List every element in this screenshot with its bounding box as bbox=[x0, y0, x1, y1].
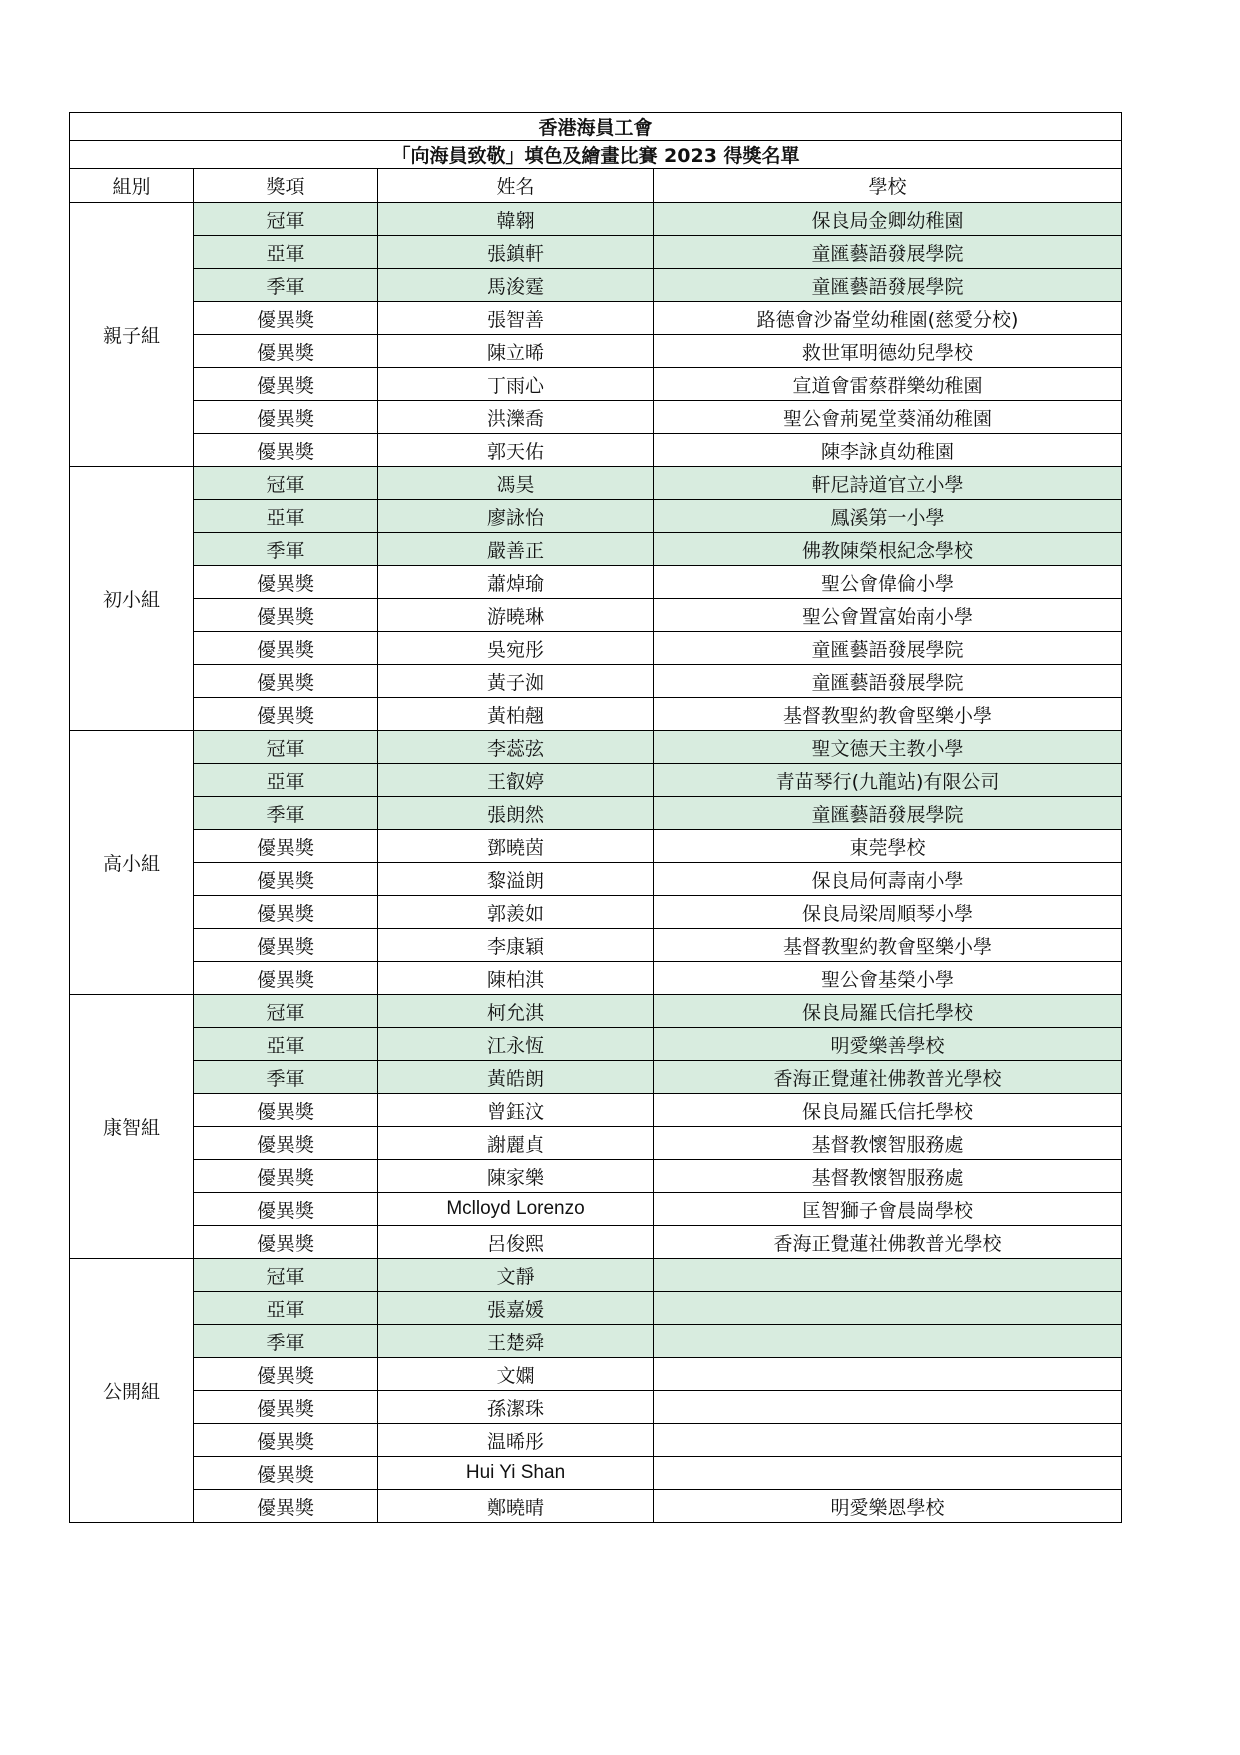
award-cell: 優異獎 bbox=[194, 1160, 378, 1193]
school-cell: 基督教懷智服務處 bbox=[654, 1127, 1122, 1160]
table-row bbox=[70, 500, 1122, 533]
award-cell: 季軍 bbox=[194, 1325, 378, 1358]
table-row bbox=[70, 1094, 1122, 1127]
name-cell: 郭羨如 bbox=[378, 896, 654, 929]
award-cell: 優異獎 bbox=[194, 665, 378, 698]
name-cell: 文嫻 bbox=[378, 1358, 654, 1391]
school-cell: 聖公會荊冕堂葵涌幼稚園 bbox=[654, 401, 1122, 434]
table-row bbox=[70, 467, 1122, 500]
table-row bbox=[70, 896, 1122, 929]
award-cell: 冠軍 bbox=[194, 995, 378, 1028]
award-cell: 優異獎 bbox=[194, 698, 378, 731]
table-row bbox=[70, 269, 1122, 302]
award-cell: 優異獎 bbox=[194, 566, 378, 599]
table-row bbox=[70, 236, 1122, 269]
school-cell: 保良局何壽南小學 bbox=[654, 863, 1122, 896]
school-cell bbox=[654, 1391, 1122, 1424]
award-cell: 優異獎 bbox=[194, 830, 378, 863]
group-name: 初小組 bbox=[70, 467, 194, 731]
name-cell: 王叡婷 bbox=[378, 764, 654, 797]
school-cell: 童匯藝語發展學院 bbox=[654, 269, 1122, 302]
school-cell: 保良局羅氏信托學校 bbox=[654, 995, 1122, 1028]
award-list-table bbox=[69, 112, 1122, 1523]
school-cell: 佛教陳榮根紀念學校 bbox=[654, 533, 1122, 566]
name-cell: 曾鈺汶 bbox=[378, 1094, 654, 1127]
school-cell: 陳李詠貞幼稚園 bbox=[654, 434, 1122, 467]
table-row bbox=[70, 1391, 1122, 1424]
name-cell: 李蕊弦 bbox=[378, 731, 654, 764]
school-cell: 聖公會置富始南小學 bbox=[654, 599, 1122, 632]
name-cell: 呂俊熙 bbox=[378, 1226, 654, 1259]
table-row bbox=[70, 1457, 1122, 1490]
award-cell: 優異獎 bbox=[194, 1094, 378, 1127]
table-row bbox=[70, 203, 1122, 236]
header-award: 獎項 bbox=[194, 169, 378, 203]
award-cell: 優異獎 bbox=[194, 1457, 378, 1490]
school-cell: 香海正覺蓮社佛教普光學校 bbox=[654, 1061, 1122, 1094]
table-row bbox=[70, 1193, 1122, 1226]
school-cell: 宣道會雷蔡群樂幼稚園 bbox=[654, 368, 1122, 401]
name-cell: 柯允淇 bbox=[378, 995, 654, 1028]
award-cell: 優異獎 bbox=[194, 1127, 378, 1160]
school-cell: 鳳溪第一小學 bbox=[654, 500, 1122, 533]
name-cell: 吳宛彤 bbox=[378, 632, 654, 665]
group-name: 康智組 bbox=[70, 995, 194, 1259]
table-row bbox=[70, 632, 1122, 665]
school-cell bbox=[654, 1325, 1122, 1358]
school-cell bbox=[654, 1259, 1122, 1292]
name-cell: 馬浚霆 bbox=[378, 269, 654, 302]
name-cell: 孫潔珠 bbox=[378, 1391, 654, 1424]
award-cell: 季軍 bbox=[194, 1061, 378, 1094]
award-cell: 優異獎 bbox=[194, 368, 378, 401]
table-row bbox=[70, 335, 1122, 368]
school-cell: 明愛樂善學校 bbox=[654, 1028, 1122, 1061]
school-cell: 聖文德天主教小學 bbox=[654, 731, 1122, 764]
table-row bbox=[70, 1424, 1122, 1457]
name-cell: 黃皓朗 bbox=[378, 1061, 654, 1094]
table-row bbox=[70, 797, 1122, 830]
school-cell bbox=[654, 1457, 1122, 1490]
table-row bbox=[70, 599, 1122, 632]
table-row bbox=[70, 1061, 1122, 1094]
table-row bbox=[70, 731, 1122, 764]
award-cell: 優異獎 bbox=[194, 863, 378, 896]
school-cell: 保良局梁周順琴小學 bbox=[654, 896, 1122, 929]
award-cell: 季軍 bbox=[194, 269, 378, 302]
award-cell: 優異獎 bbox=[194, 1226, 378, 1259]
school-cell: 基督教聖約教會堅樂小學 bbox=[654, 929, 1122, 962]
name-cell: 陳家樂 bbox=[378, 1160, 654, 1193]
table-row bbox=[70, 1325, 1122, 1358]
table-row bbox=[70, 302, 1122, 335]
award-cell: 季軍 bbox=[194, 533, 378, 566]
table-row bbox=[70, 566, 1122, 599]
award-cell: 優異獎 bbox=[194, 1193, 378, 1226]
award-cell: 優異獎 bbox=[194, 962, 378, 995]
name-cell: Hui Yi Shan bbox=[378, 1457, 654, 1490]
name-cell: 陳立晞 bbox=[378, 335, 654, 368]
award-cell: 亞軍 bbox=[194, 1292, 378, 1325]
table-row bbox=[70, 401, 1122, 434]
group-name: 高小組 bbox=[70, 731, 194, 995]
school-cell: 救世軍明德幼兒學校 bbox=[654, 335, 1122, 368]
award-cell: 優異獎 bbox=[194, 1424, 378, 1457]
table-row bbox=[70, 1259, 1122, 1292]
award-cell: 優異獎 bbox=[194, 434, 378, 467]
name-cell: 張嘉媛 bbox=[378, 1292, 654, 1325]
school-cell bbox=[654, 1292, 1122, 1325]
name-cell: 謝麗貞 bbox=[378, 1127, 654, 1160]
school-cell: 童匯藝語發展學院 bbox=[654, 632, 1122, 665]
name-cell: 王楚舜 bbox=[378, 1325, 654, 1358]
school-cell: 明愛樂恩學校 bbox=[654, 1490, 1122, 1523]
name-cell: 廖詠怡 bbox=[378, 500, 654, 533]
table-row bbox=[70, 1127, 1122, 1160]
award-cell: 季軍 bbox=[194, 797, 378, 830]
table-row bbox=[70, 533, 1122, 566]
table-row bbox=[70, 434, 1122, 467]
award-cell: 亞軍 bbox=[194, 764, 378, 797]
table-row bbox=[70, 995, 1122, 1028]
header-group: 組別 bbox=[70, 169, 194, 203]
school-cell bbox=[654, 1358, 1122, 1391]
award-cell: 優異獎 bbox=[194, 1391, 378, 1424]
name-cell: 文靜 bbox=[378, 1259, 654, 1292]
award-cell: 冠軍 bbox=[194, 203, 378, 236]
name-cell: 馮昊 bbox=[378, 467, 654, 500]
header-row bbox=[70, 169, 1122, 203]
table-row bbox=[70, 665, 1122, 698]
school-cell: 童匯藝語發展學院 bbox=[654, 236, 1122, 269]
table-row bbox=[70, 368, 1122, 401]
award-cell: 優異獎 bbox=[194, 1358, 378, 1391]
award-cell: 冠軍 bbox=[194, 731, 378, 764]
name-cell: 蕭焯瑜 bbox=[378, 566, 654, 599]
award-cell: 優異獎 bbox=[194, 401, 378, 434]
school-cell: 童匯藝語發展學院 bbox=[654, 797, 1122, 830]
name-cell: 張智善 bbox=[378, 302, 654, 335]
name-cell: 江永恆 bbox=[378, 1028, 654, 1061]
name-cell: Mclloyd Lorenzo bbox=[378, 1193, 654, 1226]
school-cell: 基督教懷智服務處 bbox=[654, 1160, 1122, 1193]
table-row bbox=[70, 962, 1122, 995]
award-cell: 優異獎 bbox=[194, 632, 378, 665]
award-cell: 優異獎 bbox=[194, 335, 378, 368]
name-cell: 鄧曉茵 bbox=[378, 830, 654, 863]
name-cell: 郭天佑 bbox=[378, 434, 654, 467]
school-cell: 保良局羅氏信托學校 bbox=[654, 1094, 1122, 1127]
table-row bbox=[70, 1226, 1122, 1259]
group-name: 親子組 bbox=[70, 203, 194, 467]
table-row bbox=[70, 1490, 1122, 1523]
name-cell: 黎溢朗 bbox=[378, 863, 654, 896]
table-row bbox=[70, 1028, 1122, 1061]
award-cell: 優異獎 bbox=[194, 599, 378, 632]
name-cell: 游曉琳 bbox=[378, 599, 654, 632]
union-title: 香港海員工會 bbox=[70, 113, 1122, 141]
name-cell: 丁雨心 bbox=[378, 368, 654, 401]
school-cell: 聖公會基榮小學 bbox=[654, 962, 1122, 995]
name-cell: 張朗然 bbox=[378, 797, 654, 830]
award-cell: 優異獎 bbox=[194, 302, 378, 335]
table-row bbox=[70, 863, 1122, 896]
name-cell: 黃子洳 bbox=[378, 665, 654, 698]
award-cell: 優異獎 bbox=[194, 929, 378, 962]
award-cell: 優異獎 bbox=[194, 1490, 378, 1523]
name-cell: 黃柏翹 bbox=[378, 698, 654, 731]
award-cell: 亞軍 bbox=[194, 500, 378, 533]
competition-title: 「向海員致敬」填色及繪畫比賽 2023 得獎名單 bbox=[70, 141, 1122, 169]
group-name: 公開組 bbox=[70, 1259, 194, 1523]
header-name: 姓名 bbox=[378, 169, 654, 203]
school-cell bbox=[654, 1424, 1122, 1457]
name-cell: 陳柏淇 bbox=[378, 962, 654, 995]
school-cell: 保良局金卿幼稚園 bbox=[654, 203, 1122, 236]
school-cell: 聖公會偉倫小學 bbox=[654, 566, 1122, 599]
table-row bbox=[70, 1160, 1122, 1193]
award-cell: 亞軍 bbox=[194, 236, 378, 269]
table-row bbox=[70, 698, 1122, 731]
award-cell: 優異獎 bbox=[194, 896, 378, 929]
name-cell: 韓翱 bbox=[378, 203, 654, 236]
school-cell: 軒尼詩道官立小學 bbox=[654, 467, 1122, 500]
award-cell: 亞軍 bbox=[194, 1028, 378, 1061]
award-cell: 冠軍 bbox=[194, 467, 378, 500]
table-row bbox=[70, 830, 1122, 863]
school-cell: 匡智獅子會晨崗學校 bbox=[654, 1193, 1122, 1226]
school-cell: 童匯藝語發展學院 bbox=[654, 665, 1122, 698]
header-school: 學校 bbox=[654, 169, 1122, 203]
name-cell: 洪濼喬 bbox=[378, 401, 654, 434]
name-cell: 嚴善正 bbox=[378, 533, 654, 566]
school-cell: 東莞學校 bbox=[654, 830, 1122, 863]
school-cell: 青苗琴行(九龍站)有限公司 bbox=[654, 764, 1122, 797]
name-cell: 鄭曉晴 bbox=[378, 1490, 654, 1523]
table-row bbox=[70, 1358, 1122, 1391]
table-row bbox=[70, 929, 1122, 962]
name-cell: 李康穎 bbox=[378, 929, 654, 962]
school-cell: 路德會沙崙堂幼稚園(慈愛分校) bbox=[654, 302, 1122, 335]
school-cell: 香海正覺蓮社佛教普光學校 bbox=[654, 1226, 1122, 1259]
name-cell: 張鎮軒 bbox=[378, 236, 654, 269]
school-cell: 基督教聖約教會堅樂小學 bbox=[654, 698, 1122, 731]
table-row bbox=[70, 1292, 1122, 1325]
award-cell: 冠軍 bbox=[194, 1259, 378, 1292]
name-cell: 温晞彤 bbox=[378, 1424, 654, 1457]
table-row bbox=[70, 764, 1122, 797]
